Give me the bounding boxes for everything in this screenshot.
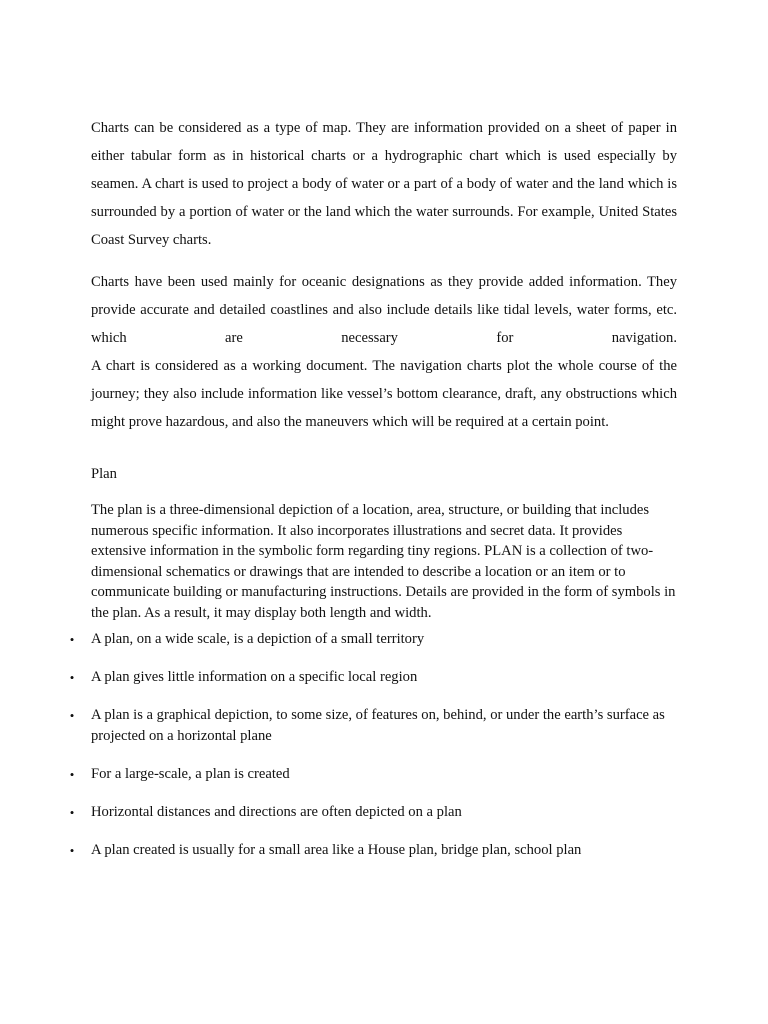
paragraph-charts-usage-part1: Charts have been used mainly for oceanic designations as they provide added information. They provide accurate and detailed coastlines and also include details like tidal levels, water forms, etc. which are necessary for navigation. bbox=[91, 274, 677, 346]
list-item bbox=[69, 802, 677, 823]
list-item-text: A plan gives little information on a specific local region bbox=[91, 669, 418, 685]
bullet-icon: • bbox=[69, 805, 75, 820]
paragraph-plan-definition: The plan is a three-dimensional depiction of a location, area, structure, or building that includes numerous specific information. It also incorporates illustrations and secret data. It provides extensive information in the symbolic form regarding tiny regions. PLAN is a collection of two-dimensional schematics or drawings that are intended to describe a location or an item or to communicate building or manufacturing instructions. Details are provided in the form of symbols in the plan. As a result, it may display both length and width. bbox=[91, 502, 676, 621]
list-item bbox=[69, 667, 677, 688]
list-item-text: A plan created is usually for a small area like a House plan, bridge plan, school plan bbox=[91, 842, 582, 858]
list-item-text: Horizontal distances and directions are often depicted on a plan bbox=[91, 804, 462, 820]
list-item-text: For a large-scale, a plan is created bbox=[91, 766, 290, 782]
paragraph-charts-usage-part2: A chart is considered as a working document. The navigation charts plot the whole course of the journey; they also include information like vessel’s bottom clearance, draft, any obstructions which might prove hazardous, and also the maneuvers which will be required at a certain point. bbox=[91, 358, 677, 430]
list-item bbox=[69, 764, 677, 785]
bullet-icon: • bbox=[69, 767, 75, 782]
plan-bullet-list bbox=[69, 629, 677, 861]
paragraph-charts-usage bbox=[91, 268, 677, 436]
bullet-icon: • bbox=[69, 632, 75, 647]
bullet-icon: • bbox=[69, 708, 75, 723]
list-item bbox=[69, 840, 677, 861]
list-item-text: A plan is a graphical depiction, to some size, of features on, behind, or under the earth’s surface as projected on a horizontal plane bbox=[91, 707, 665, 744]
document-body bbox=[69, 114, 677, 878]
list-item-text: A plan, on a wide scale, is a depiction of a small territory bbox=[91, 631, 425, 647]
list-item bbox=[69, 705, 677, 747]
list-item bbox=[69, 629, 677, 650]
paragraph-charts-definition: Charts can be considered as a type of map. They are information provided on a sheet of paper in either tabular form as in historical charts or a hydrographic chart which is used especially by seamen. A chart is used to project a body of water or a part of a body of water and the land which is surrounded by a portion of water or the land which the water surrounds. For example, United States Coast Survey charts. bbox=[91, 120, 677, 248]
bullet-icon: • bbox=[69, 670, 75, 685]
bullet-icon: • bbox=[69, 843, 75, 858]
section-heading-plan: Plan bbox=[91, 466, 117, 482]
